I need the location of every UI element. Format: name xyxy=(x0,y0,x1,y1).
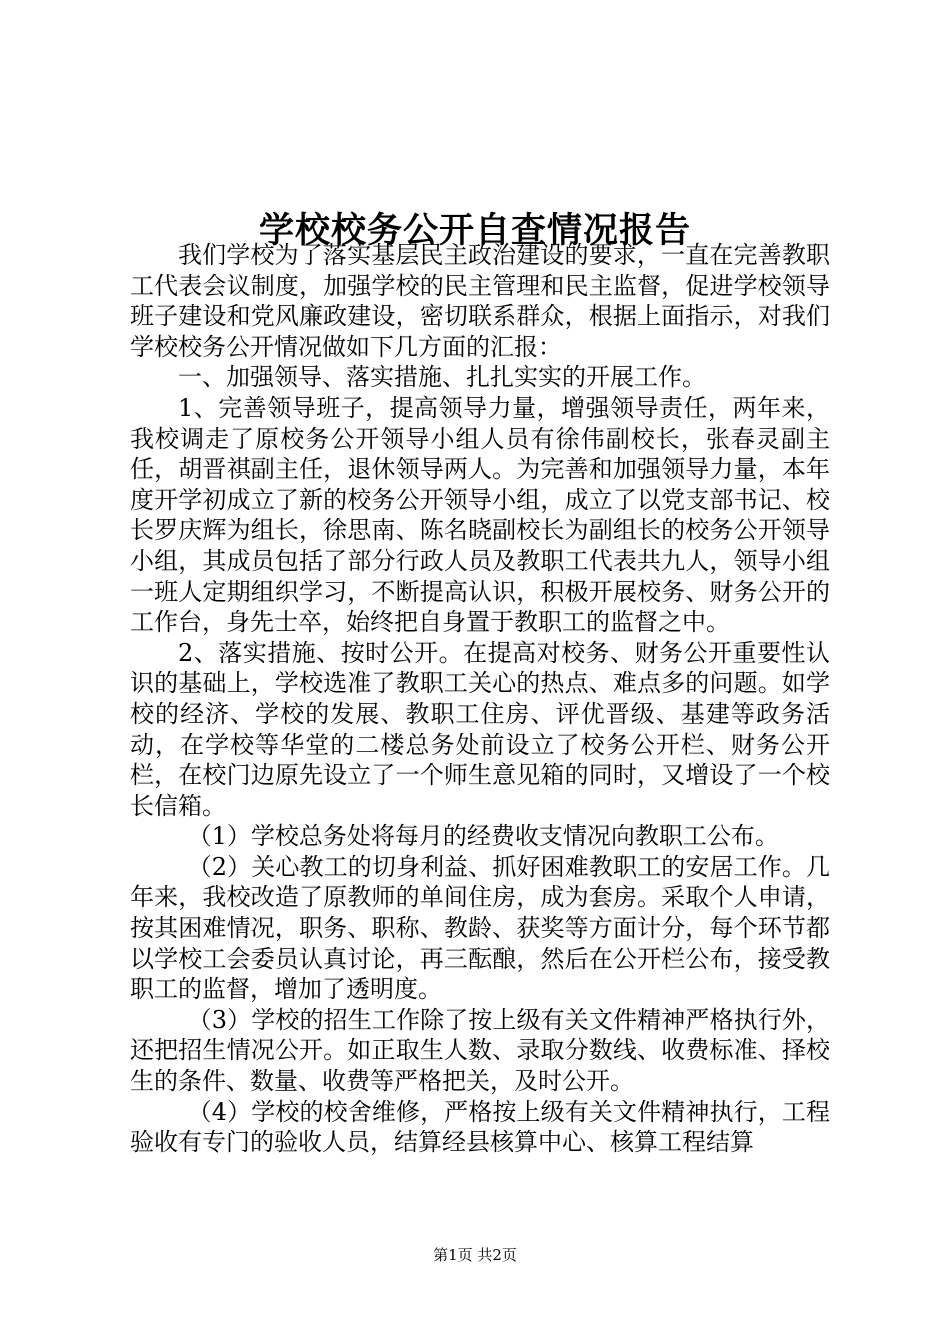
document-body xyxy=(130,240,830,1158)
document-title: 学校校务公开自查情况报告 xyxy=(258,210,691,252)
list-item-1: （1）学校总务处将每月的经费收支情况向教职工公布。 xyxy=(187,822,779,851)
list-item-4: （4）学校的校舍维修，严格按上级有关文件精神执行，工程验收有专门的验收人员，结算经县核算中心、核算工程结算 xyxy=(130,1097,830,1157)
list-item-2: （2）关心教工的切身利益、抓好困难教职工的安居工作。几年来，我校改造了原教师的单间住房，成为套房。采取个人申请，按其困难情况，职务、职称、教龄、获奖等方面计分，每个环节都以学校工会委员认真讨论，再三酝酿，然后在公开栏公布，接受教职工的监督，增加了透明度。 xyxy=(130,852,830,1004)
list-item-3: （3）学校的招生工作除了按上级有关文件精神严格执行外，还把招生情况公开。如正取生人数、录取分数线、收费标准、择校生的条件、数量、收费等严格把关，及时公开。 xyxy=(130,1005,830,1096)
paragraph-point-2: 2、落实措施、按时公开。在提高对校务、财务公开重要性认识的基础上，学校选准了教职工关心的热点、难点多的问题。如学校的经济、学校的发展、教职工住房、评优晋级、基建等政务活动，在学校等华堂的二楼总务处前设立了校务公开栏、财务公开栏，在校门边原先设立了一个师生意见箱的同时，又增设了一个校长信箱。 xyxy=(130,638,830,820)
paragraph-intro: 我们学校为了落实基层民主政治建设的要求，一直在完善教职工代表会议制度，加强学校的民主管理和民主监督，促进学校领导班子建设和党风廉政建设，密切联系群众，根据上面指示，对我们学校校务公开情况做如下几方面的汇报： xyxy=(130,241,830,361)
page-number-footer: 第1页 共2页 xyxy=(433,1246,517,1264)
section-heading-1: 一、加强领导、落实措施、扎扎实实的开展工作。 xyxy=(178,363,706,392)
paragraph-point-1: 1、完善领导班子，提高领导力量，增强领导责任，两年来，我校调走了原校务公开领导小组人员有徐伟副校长，张春灵副主任，胡晋祺副主任，退休领导两人。为完善和加强领导力量，本年度开学初成立了新的校务公开领导小组，成立了以党支部书记、校长罗庆辉为组长，徐思南、陈名晓副校长为副组长的校务公开领导小组，其成员包括了部分行政人员及教职工代表共九人，领导小组一班人定期组织学习，不断提高认识，积极开展校务、财务公开的工作台，身先士卒，始终把自身置于教职工的监督之中。 xyxy=(130,393,830,637)
